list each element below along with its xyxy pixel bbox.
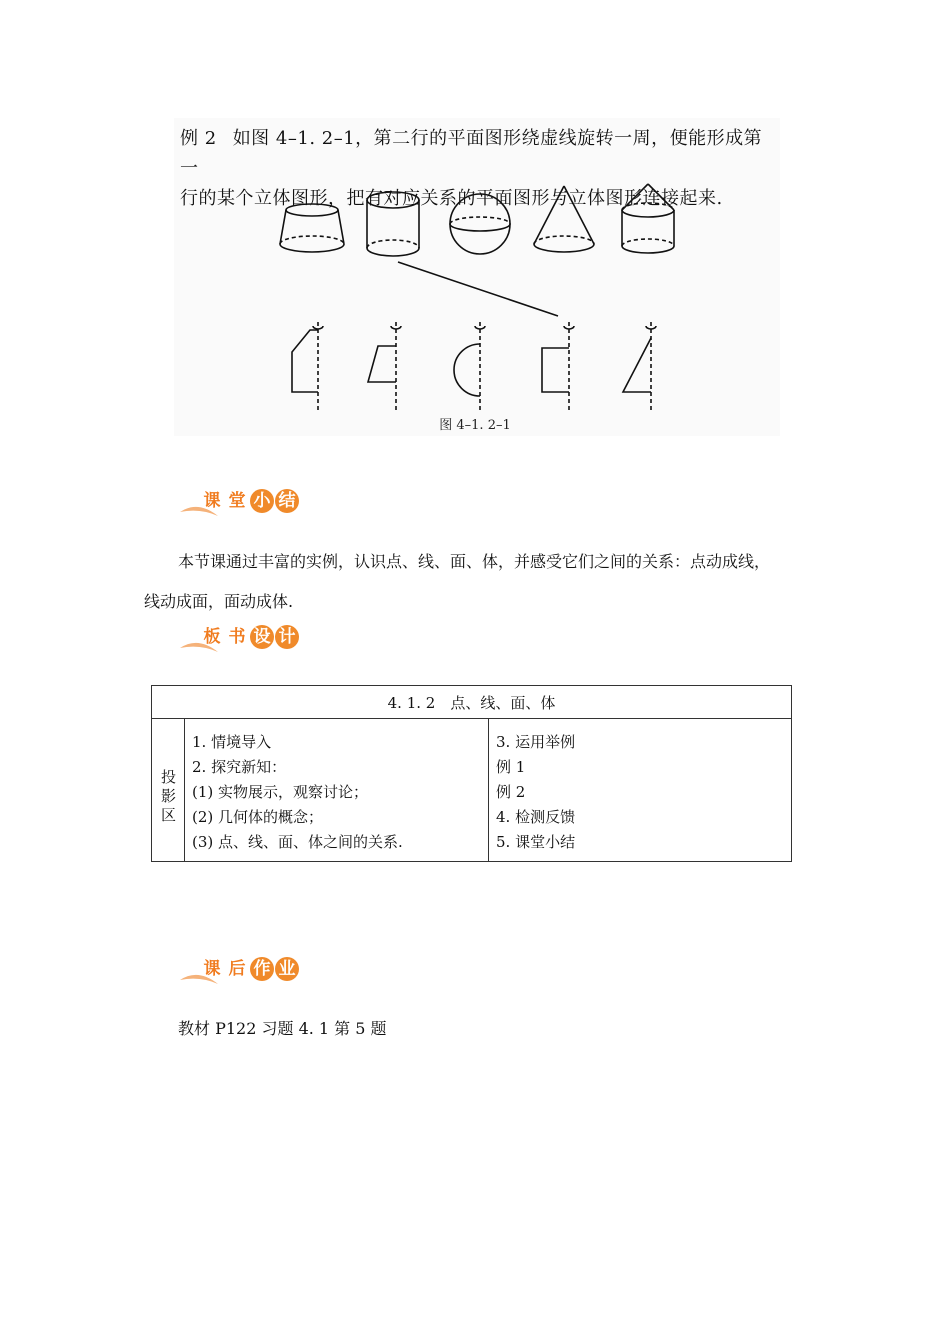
homework-heading xyxy=(178,954,308,990)
example-text-line-1: 如图 4–1. 2–1，第二行的平面图形绕虚线旋转一周，便能形成第一 xyxy=(180,128,763,179)
rectangle-plane-shape xyxy=(542,322,574,410)
list-item: (3) 点、线、面、体之间的关系. xyxy=(192,833,403,851)
summary-line-2: 线动成面，面动成体. xyxy=(144,592,294,611)
trapezoid-plane-shape xyxy=(368,322,401,410)
column-divider xyxy=(488,718,489,861)
heading-char: 作 xyxy=(250,957,274,981)
figure-caption: 图 4–1. 2–1 xyxy=(439,418,511,433)
homework-text: 教材 P122 习题 4. 1 第 5 题 xyxy=(178,1019,387,1038)
heading-char: 小 xyxy=(250,489,274,513)
heading-char: 后 xyxy=(228,959,246,979)
heading-char: 业 xyxy=(275,957,299,981)
answer-connecting-line xyxy=(398,262,558,316)
heading-char: 书 xyxy=(228,627,246,647)
frustum-solid xyxy=(280,204,344,252)
solids-and-shapes-figure xyxy=(174,180,780,410)
list-item: (1) 实物展示，观察讨论； xyxy=(192,783,369,801)
board-design-table xyxy=(151,685,792,862)
example-text-line-2: 行的某个立体图形，把有对应关系的平面图形与立体图形连接起来. xyxy=(180,188,723,209)
cone-solid xyxy=(534,186,594,252)
summary-line-1: 本节课通过丰富的实例，认识点、线、面、体，并感受它们之间的关系：点动成线， xyxy=(178,552,771,571)
projection-area-label xyxy=(152,718,185,861)
list-item: 例 2 xyxy=(496,783,526,801)
side-label-char: 影 xyxy=(161,787,177,805)
cone-on-cylinder-solid xyxy=(622,184,674,253)
list-item: (2) 几何体的概念； xyxy=(192,808,324,826)
heading-char: 课 xyxy=(203,959,221,979)
heading-char: 计 xyxy=(275,625,299,649)
heading-char: 结 xyxy=(275,489,299,513)
sphere-solid xyxy=(450,194,510,254)
example-line-1 xyxy=(180,124,780,184)
list-item: 2. 探究新知： xyxy=(192,758,287,776)
example-label: 例 2 xyxy=(180,128,217,149)
board-design-heading xyxy=(178,622,308,658)
board-title: 4. 1. 2 点、线、面、体 xyxy=(152,686,791,719)
list-item: 1. 情境导入 xyxy=(192,733,272,751)
list-item: 3. 运用举例 xyxy=(496,733,576,751)
heading-char: 课 xyxy=(203,491,221,511)
pentagon-plane-shape xyxy=(292,322,323,410)
heading-char: 设 xyxy=(250,625,274,649)
summary-heading xyxy=(178,486,308,522)
side-label-char: 投 xyxy=(161,768,177,786)
triangle-plane-shape xyxy=(623,322,656,410)
heading-char: 堂 xyxy=(228,491,246,511)
list-item: 5. 课堂小结 xyxy=(496,833,576,851)
side-label-char: 区 xyxy=(161,806,177,824)
cylinder-solid xyxy=(367,192,419,256)
board-left-column xyxy=(192,730,403,855)
board-right-column xyxy=(496,730,575,855)
semicircle-plane-shape xyxy=(454,322,485,410)
heading-char: 板 xyxy=(203,627,221,647)
list-item: 4. 检测反馈 xyxy=(496,808,576,826)
list-item: 例 1 xyxy=(496,758,526,776)
